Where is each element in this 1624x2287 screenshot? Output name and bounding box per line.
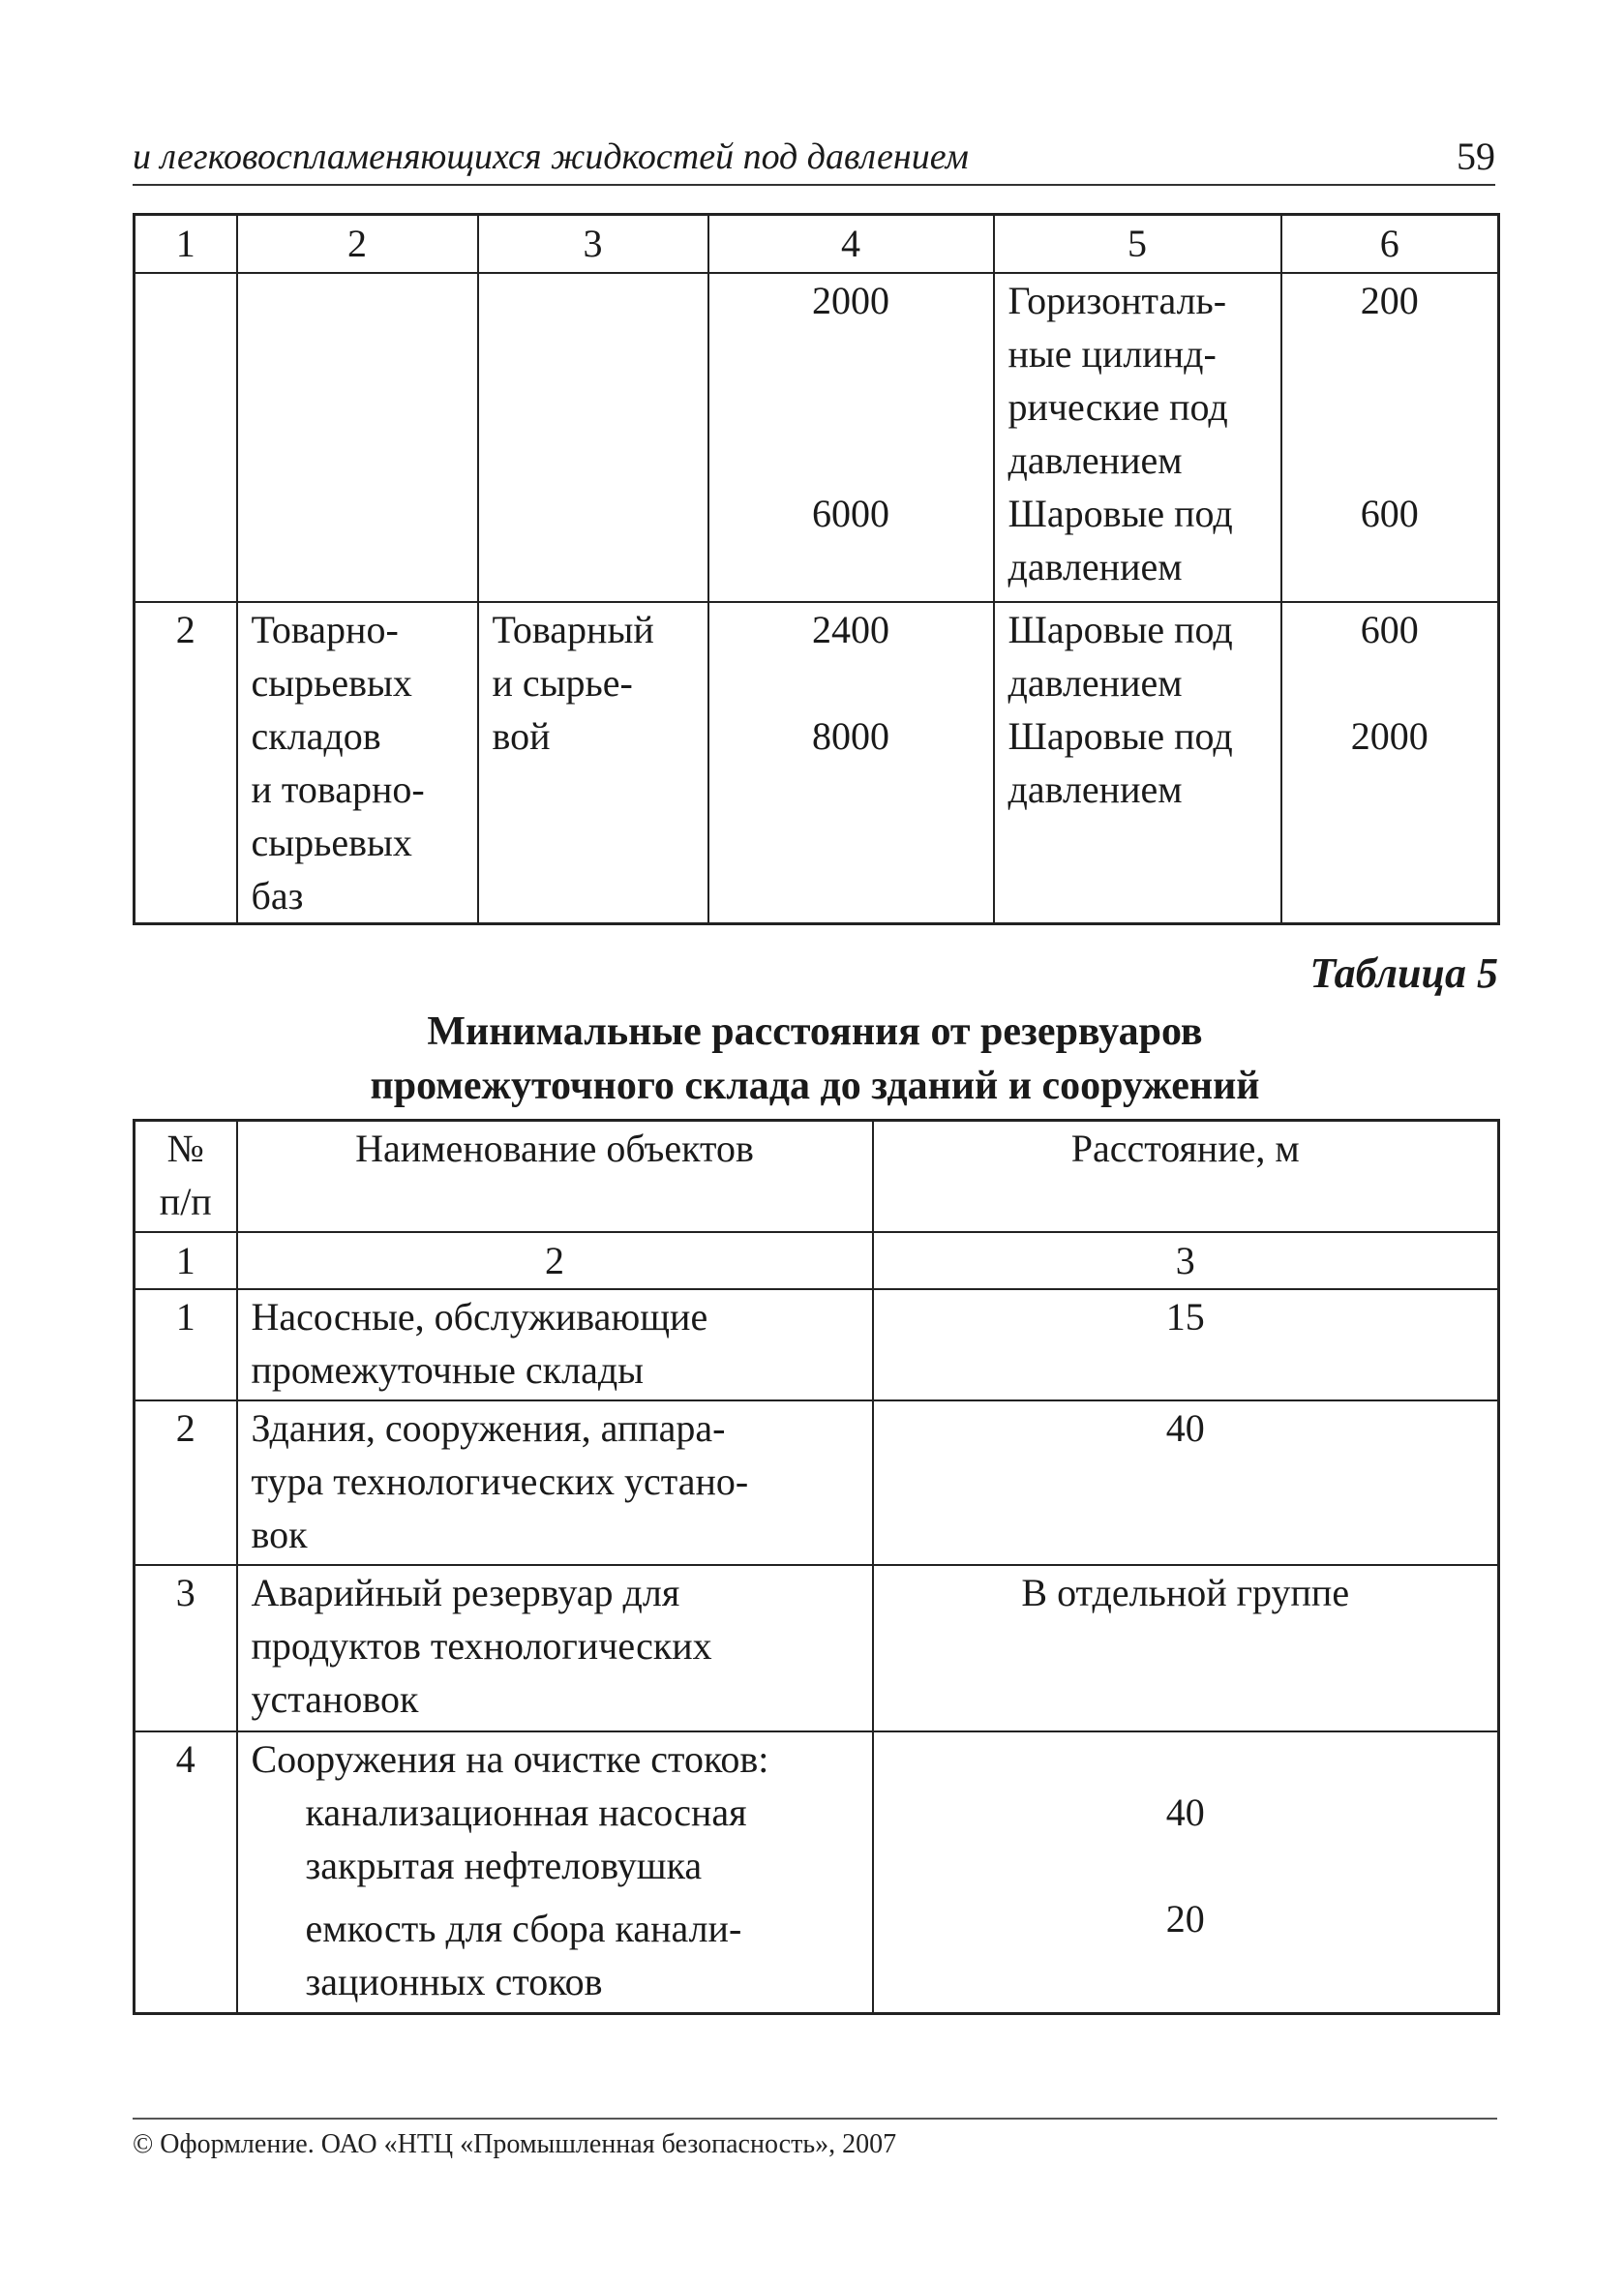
table-5 [133, 1119, 1500, 2015]
table-header-row [135, 1121, 1499, 1233]
running-head-title: и легковоспламеняющихся жидкостей под давлением [133, 136, 969, 177]
table-row [135, 1565, 1499, 1731]
numbering-cell: 3 [873, 1232, 1499, 1289]
copyright-footer: © Оформление. ОАО «НТЦ «Промышленная безопасность», 2007 [133, 2129, 897, 2159]
distance-cell: 15 [873, 1289, 1499, 1400]
empty-cell [478, 273, 708, 602]
header-cell: 5 [994, 215, 1281, 274]
object-name-cell: Сооружения на очистке стоков: канализационная насосная закрытая нефтеловушка емкость для сбора канали- зационных стоков [237, 1731, 873, 2014]
page-number: 59 [1457, 135, 1495, 178]
distance-cell: В отдельной группе [873, 1565, 1499, 1731]
volume-cell: 200 600 [1281, 273, 1499, 602]
table-row [135, 602, 1499, 924]
row-number-cell: 4 [135, 1731, 237, 2014]
warehouse-type-cell: Товарный и сырье- вой [478, 602, 708, 924]
row-number-cell: 3 [135, 1565, 237, 1731]
empty-cell [135, 273, 237, 602]
row-number-cell: 2 [135, 1400, 237, 1565]
header-cell: 3 [478, 215, 708, 274]
object-name-cell: Насосные, обслуживающие промежуточные склады [237, 1289, 873, 1400]
table-title: Минимальные расстояния от резервуаров промежуточного склада до зданий и сооружений [370, 1009, 1260, 1108]
header-cell: 1 [135, 215, 237, 274]
header-cell-distance: Расстояние, м [873, 1121, 1499, 1233]
object-name-cell: Здания, сооружения, аппара- тура технологических устано- вок [237, 1400, 873, 1565]
table-row [135, 273, 1499, 602]
empty-cell [237, 273, 478, 602]
table-header-row [135, 215, 1499, 274]
table-row [135, 1289, 1499, 1400]
tank-type-cell: Горизонталь- ные цилинд- рические под давлением Шаровые под давлением [994, 273, 1281, 602]
numbering-cell: 2 [237, 1232, 873, 1289]
table-row [135, 1731, 1499, 2014]
header-cell: 6 [1281, 215, 1499, 274]
object-name-cell: Аварийный резервуар для продуктов технологических установок [237, 1565, 873, 1731]
distance-cell: 40 20 [873, 1731, 1499, 2014]
header-cell-name: Наименование объектов [237, 1121, 873, 1233]
table-4-continuation [133, 213, 1500, 925]
row-number-cell: 2 [135, 602, 237, 924]
warehouse-name-cell: Товарно- сырьевых складов и товарно- сырьевых баз [237, 602, 478, 924]
column-numbering-row [135, 1232, 1499, 1289]
footer-rule [133, 2118, 1497, 2120]
numbering-cell: 1 [135, 1232, 237, 1289]
header-cell: 4 [708, 215, 994, 274]
capacity-cell: 2000 6000 [708, 273, 994, 602]
table-row [135, 1400, 1499, 1565]
table-label: Таблица 5 [1309, 949, 1498, 997]
distance-cell: 40 [873, 1400, 1499, 1565]
header-cell: 2 [237, 215, 478, 274]
volume-cell: 600 2000 [1281, 602, 1499, 924]
row-number-cell: 1 [135, 1289, 237, 1400]
header-cell-number: № п/п [135, 1121, 237, 1233]
running-head [133, 134, 1495, 186]
tank-type-cell: Шаровые под давлением Шаровые под давлением [994, 602, 1281, 924]
capacity-cell: 2400 8000 [708, 602, 994, 924]
